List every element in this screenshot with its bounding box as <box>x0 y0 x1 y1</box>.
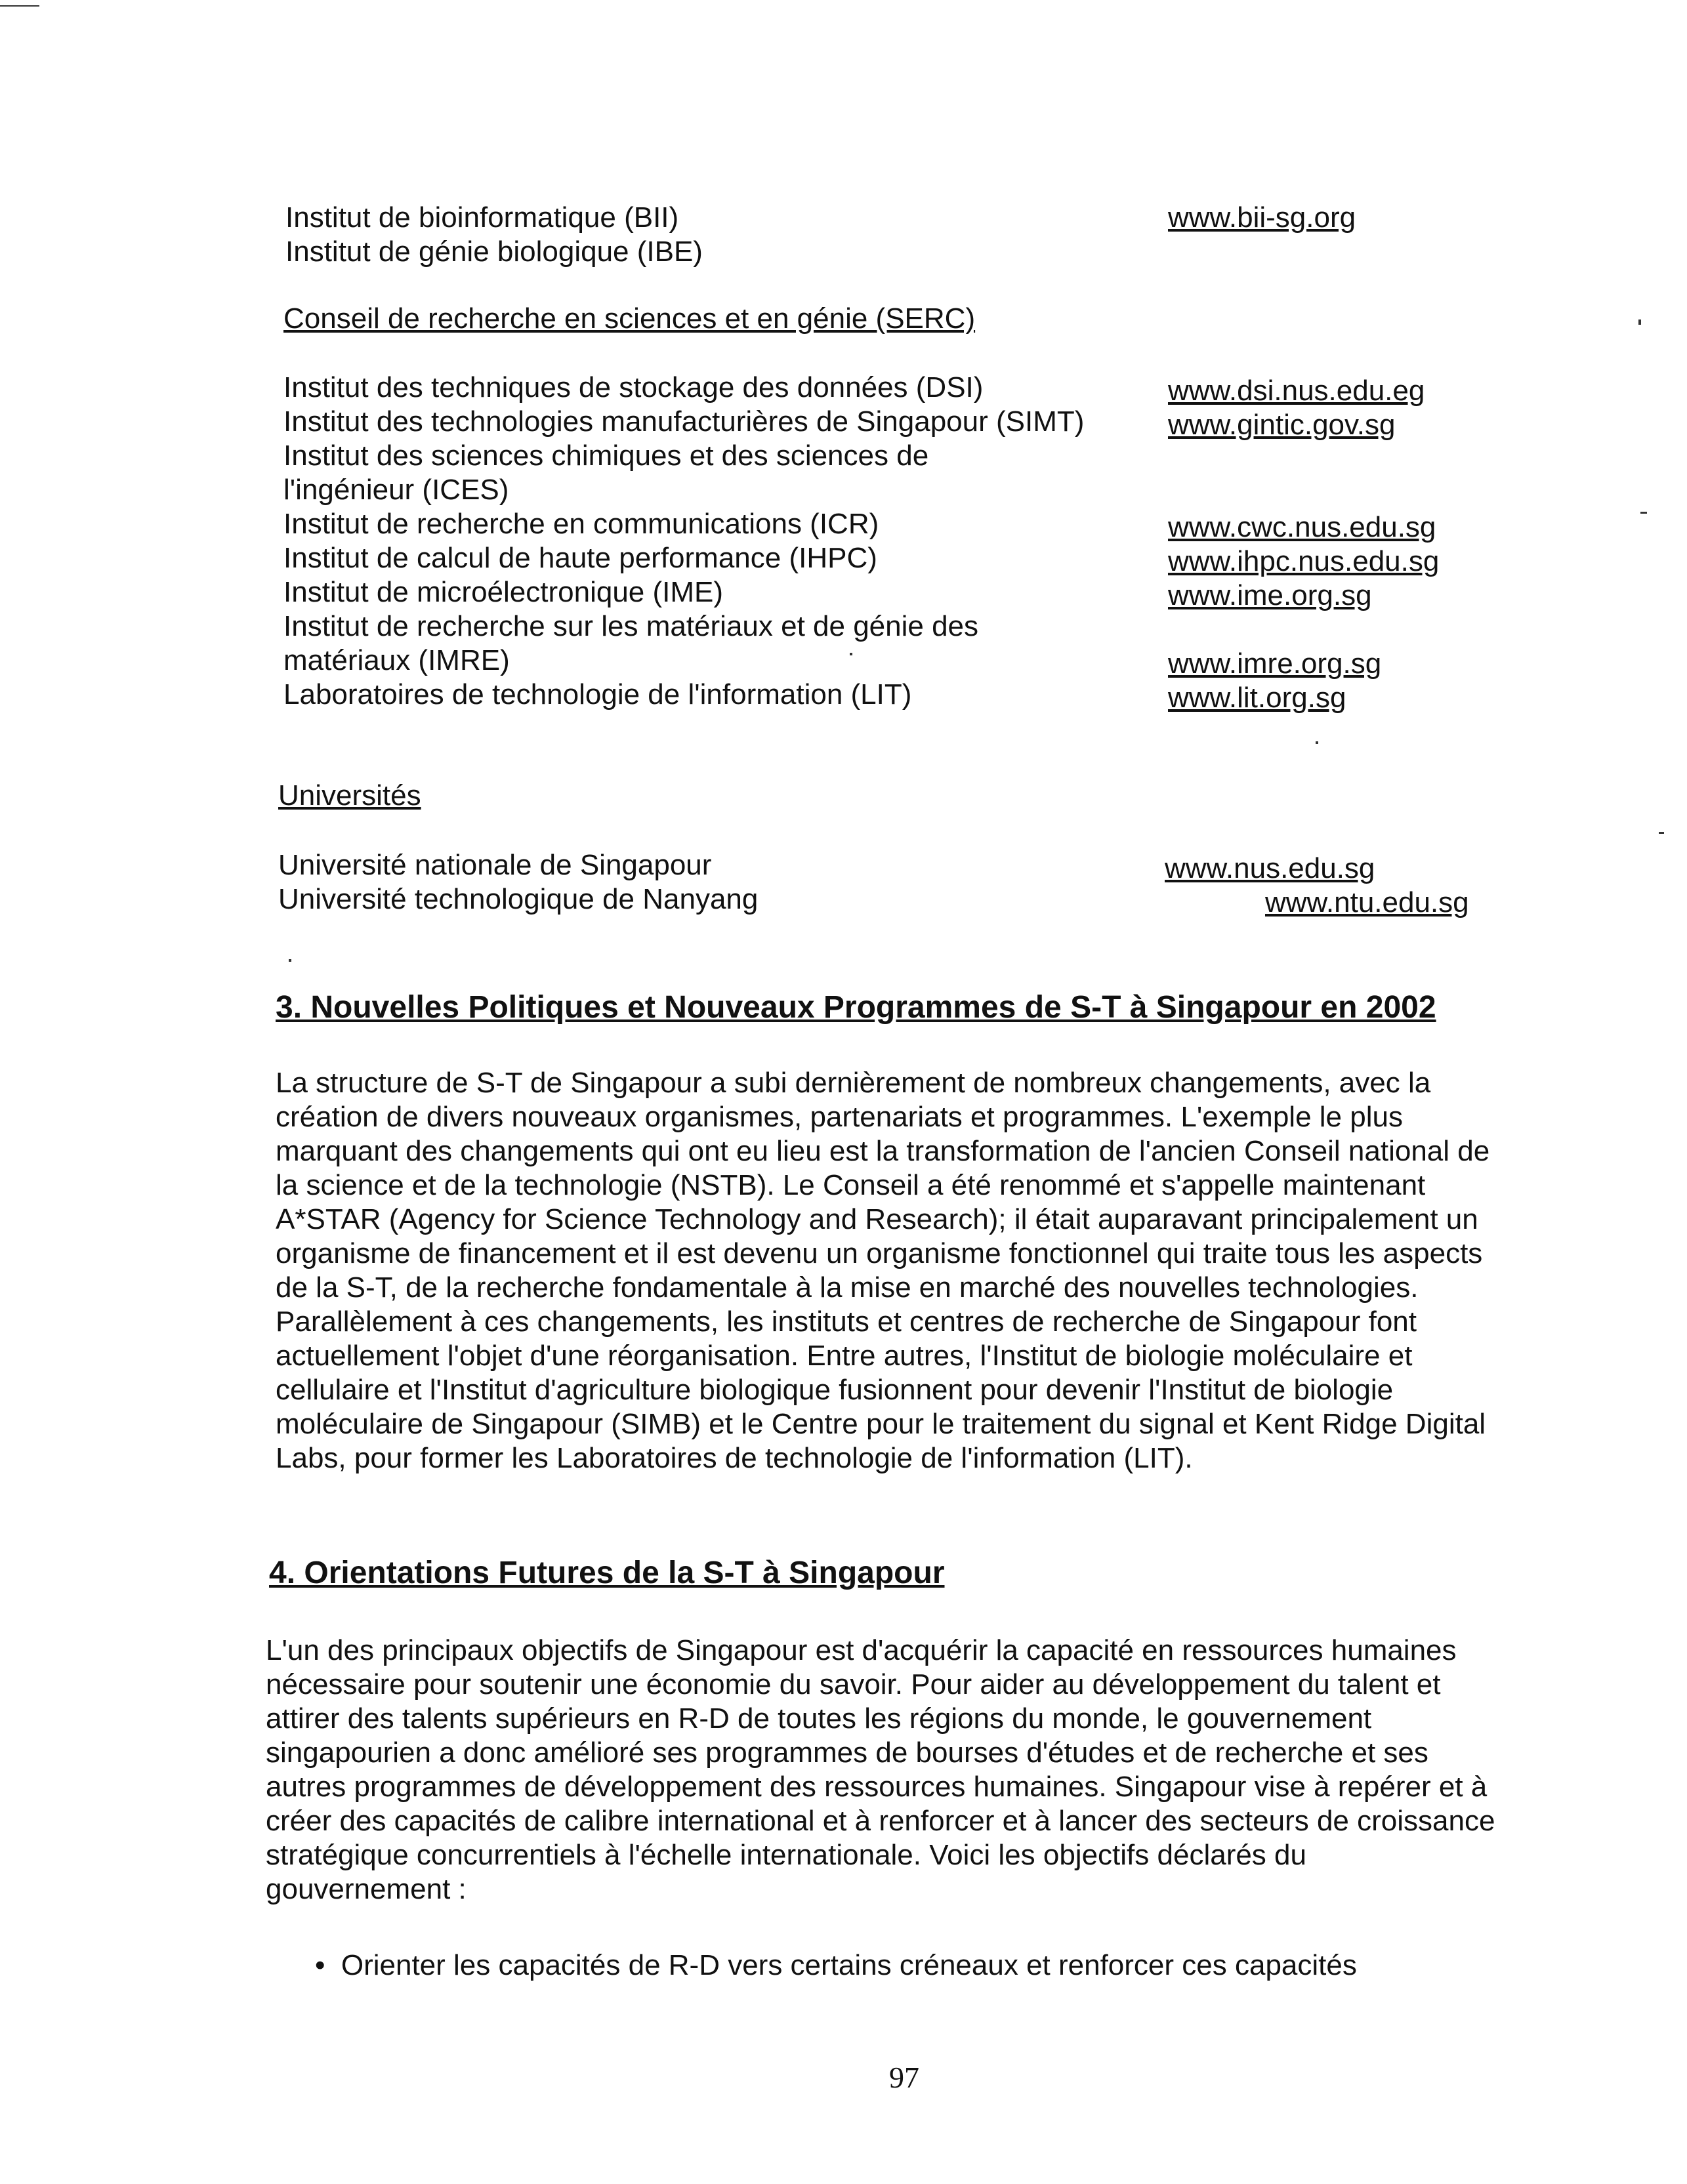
scan-speck <box>1638 319 1641 325</box>
paragraph-line: nécessaire pour soutenir une économie du savoir. Pour aider au développement du talent et <box>266 1668 1441 1700</box>
serc-item-url[interactable]: www.cwc.nus.edu.sg <box>1168 511 1436 543</box>
paragraph-line: stratégique concurrentiels à l'échelle internationale. Voici les objectifs déclarés du <box>266 1839 1306 1871</box>
bullet-item <box>315 1948 1357 1983</box>
serc-item-url[interactable]: www.lit.org.sg <box>1168 682 1346 714</box>
page-number: 97 <box>889 2061 919 2094</box>
university-name: Université nationale de Singapour <box>278 849 712 881</box>
serc-item: Institut de recherche sur les matériaux et de génie des <box>283 610 979 642</box>
institute-name: Institut de génie biologique (IBE) <box>285 236 703 268</box>
serc-item: Laboratoires de technologie de l'information (LIT) <box>283 678 912 711</box>
serc-item: Institut de calcul de haute performance (IHPC) <box>283 542 877 574</box>
paragraph-line: organisme de financement et il est devenu un organisme fonctionnel qui traite tous les aspects <box>276 1237 1483 1269</box>
section-3-paragraph <box>276 1066 1489 1475</box>
serc-item-cont: matériaux (IMRE) <box>283 644 510 676</box>
scan-speck <box>1659 832 1664 834</box>
serc-item-cont: l'ingénieur (ICES) <box>283 474 509 506</box>
paragraph-line: créer des capacités de calibre international et à renforcer et à lancer des secteurs de croissance <box>266 1805 1495 1837</box>
paragraph-line: moléculaire de Singapour (SIMB) et le Centre pour le traitement du signal et Kent Ridge Digital <box>276 1408 1486 1440</box>
paragraph-line: singapourien a donc amélioré ses programmes de bourses d'études et de recherche et ses <box>266 1737 1428 1769</box>
university-url[interactable]: www.nus.edu.sg <box>1165 852 1375 884</box>
serc-item-url[interactable]: www.dsi.nus.edu.eg <box>1168 375 1425 407</box>
university-name: Université technologique de Nanyang <box>278 883 759 915</box>
university-url[interactable]: www.ntu.edu.sg <box>1265 886 1469 918</box>
scan-speck <box>289 959 291 962</box>
section-4-heading: 4. Orientations Futures de la S-T à Singapour <box>269 1556 945 1590</box>
serc-item-url[interactable]: www.ime.org.sg <box>1168 579 1372 611</box>
serc-item-url[interactable]: www.gintic.gov.sg <box>1168 409 1396 441</box>
universites-heading: Universités <box>278 779 421 812</box>
paragraph-line: gouvernement : <box>266 1873 467 1905</box>
paragraph-line: de la S-T, de la recherche fondamentale à la mise en marché des nouvelles technologies. <box>276 1271 1419 1304</box>
paragraph-line: attirer des talents supérieurs en R-D de toutes les régions du monde, le gouvernement <box>266 1702 1372 1735</box>
paragraph-line: Parallèlement à ces changements, les instituts et centres de recherche de Singapour font <box>276 1306 1417 1338</box>
scan-speck <box>1640 512 1647 514</box>
section-4-paragraph <box>266 1634 1495 1906</box>
serc-item-url[interactable]: www.imre.org.sg <box>1168 648 1382 680</box>
scan-speck <box>1316 741 1318 744</box>
paragraph-line: création de divers nouveaux organismes, partenariats et programmes. L'exemple le plus <box>276 1101 1403 1133</box>
paragraph-line: Labs, pour former les Laboratoires de technologie de l'information (LIT). <box>276 1442 1193 1474</box>
paragraph-line: marquant des changements qui ont eu lieu est la transformation de l'ancien Conseil national de <box>276 1135 1490 1167</box>
bullet-text: Orienter les capacités de R-D vers certains créneaux et renforcer ces capacités <box>341 1949 1357 1981</box>
paragraph-line: cellulaire et l'Institut d'agriculture biologique fusionnent pour devenir l'Institut de biologie <box>276 1374 1394 1406</box>
paragraph-line: la science et de la technologie (NSTB). Le Conseil a été renommé et s'appelle maintenant <box>276 1169 1426 1201</box>
serc-heading: Conseil de recherche en sciences et en génie (SERC) <box>283 302 976 335</box>
institute-url[interactable]: www.bii-sg.org <box>1168 201 1356 234</box>
serc-item: Institut des techniques de stockage des données (DSI) <box>283 371 984 403</box>
serc-item: Institut des technologies manufacturières de Singapour (SIMT) <box>283 405 1085 438</box>
paragraph-line: autres programmes de développement des ressources humaines. Singapour vise à repérer et à <box>266 1771 1488 1803</box>
section-3-heading: 3. Nouvelles Politiques et Nouveaux Programmes de S-T à Singapour en 2002 <box>276 990 1436 1025</box>
serc-item-url[interactable]: www.ihpc.nus.edu.sg <box>1168 545 1440 577</box>
serc-item: Institut de microélectronique (IME) <box>283 576 724 608</box>
serc-item: Institut des sciences chimiques et des sciences de <box>283 440 929 472</box>
serc-item: Institut de recherche en communications (ICR) <box>283 508 879 540</box>
paragraph-line: L'un des principaux objectifs de Singapour est d'acquérir la capacité en ressources humaines <box>266 1634 1457 1666</box>
scan-mark <box>0 5 39 7</box>
institute-name: Institut de bioinformatique (BII) <box>285 201 679 234</box>
bullet-icon: • <box>315 1949 341 1981</box>
paragraph-line: La structure de S-T de Singapour a subi dernièrement de nombreux changements, avec la <box>276 1067 1431 1099</box>
paragraph-line: actuellement l'objet d'une réorganisation. Entre autres, l'Institut de biologie moléculaire et <box>276 1340 1413 1372</box>
scan-speck <box>850 653 852 655</box>
paragraph-line: A*STAR (Agency for Science Technology and Research); il était auparavant principalement un <box>276 1203 1478 1235</box>
